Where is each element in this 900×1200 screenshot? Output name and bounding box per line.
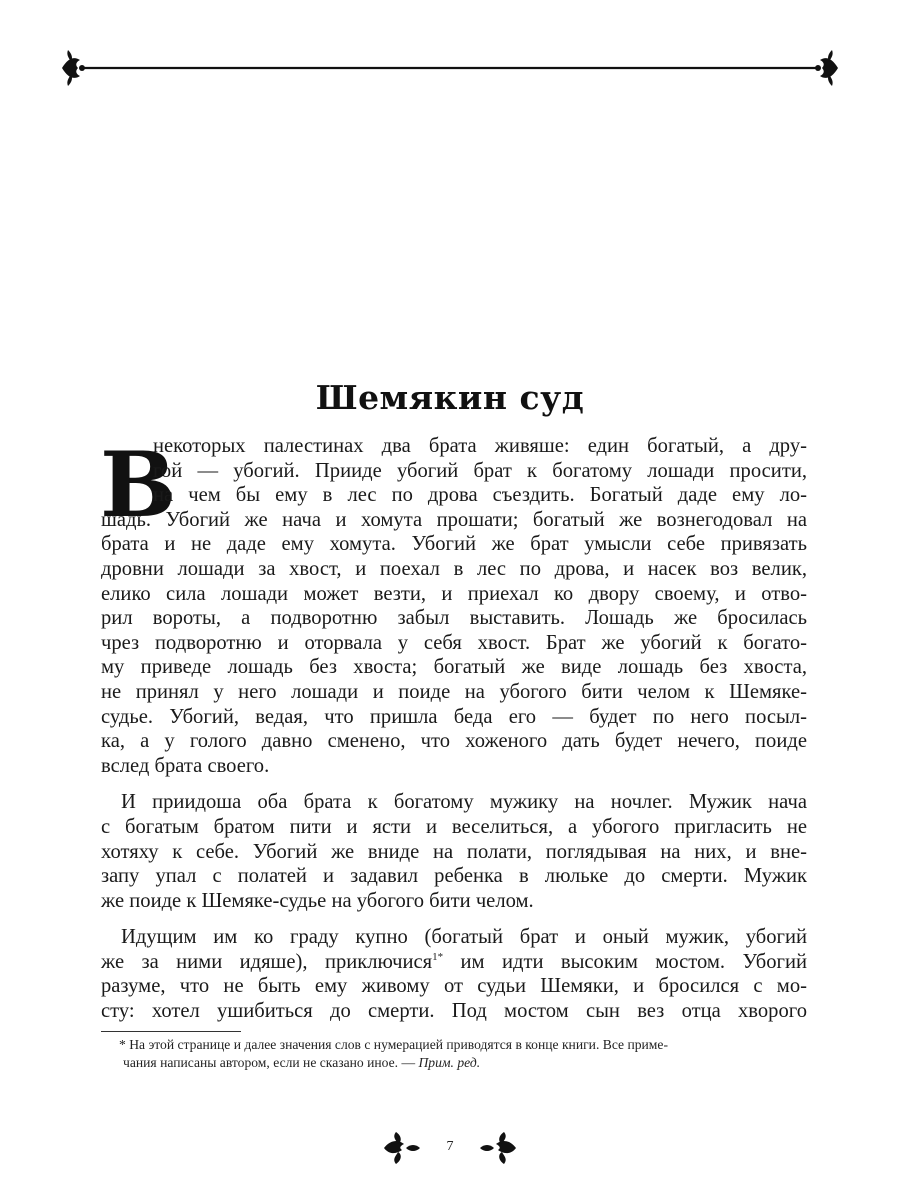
right-fleuron-icon bbox=[815, 50, 838, 86]
text-line: гой — убогий. Прииде убогий брат к богатому лошади просити, bbox=[153, 459, 807, 482]
text-segment: им идти высоким мостом. Убогий bbox=[443, 950, 807, 973]
drop-cap-letter: В bbox=[100, 432, 177, 538]
text-line: дровни лошади за хвост, и поехал в лес по дрова, и насек воз велик, bbox=[101, 557, 807, 580]
text-line: чрез подворотню и оторвала у себя хвост. Брат же убогий к богато- bbox=[101, 631, 807, 654]
text-line: И приидоша оба брата к богатому мужику на ночлег. Мужик нача bbox=[121, 791, 807, 814]
page-footer bbox=[360, 1128, 540, 1168]
text-line: рил вороты, а подворотню забыл выставить. Лошадь же бросилась bbox=[101, 607, 807, 630]
text-line: хотяху к себе. Убогий же вниде на полати, поглядывая на них, и вне- bbox=[101, 840, 807, 863]
text-line: разуме, что не быть ему живому от судьи Шемяки, и бросился с мо- bbox=[101, 975, 807, 998]
paragraph-1 bbox=[101, 434, 807, 778]
page-number: 7 bbox=[446, 1139, 454, 1154]
text-line: судье. Убогий, ведая, что пришла беда его — будет по него посыл- bbox=[101, 705, 807, 728]
editor-note: Прим. ред. bbox=[418, 1055, 481, 1070]
text-line: елико сила лошади может везти, и приехал ко двору своему, и отво- bbox=[101, 582, 807, 605]
footnote-line bbox=[101, 1054, 807, 1072]
text-line: Идущим им ко граду купно (богатый брат и оный мужик, убогий bbox=[121, 926, 807, 949]
text-line: му приведе лошадь без хвоста; богатый же виде лошадь без хвоста, bbox=[101, 656, 807, 679]
footnote bbox=[101, 1036, 807, 1072]
text-line: брата и не даде ему хомута. Убогий же брат умысли себе привязать bbox=[101, 533, 807, 556]
text-line: некоторых палестинах два брата живяше: един богатый, а дру- bbox=[153, 435, 807, 457]
footnote-separator bbox=[101, 1031, 241, 1032]
footnote-text: чания написаны автором, если не сказано иное. — bbox=[123, 1055, 419, 1070]
text-line: запу упал с полатей и задавил ребенка в люльке до смерти. Мужик bbox=[101, 865, 807, 888]
footnote-ref-sup: 1* bbox=[432, 951, 444, 964]
paragraph-3 bbox=[101, 925, 807, 1023]
text-line: шадь. Убогий же нача и хомута прошати; богатый же вознегодовал на bbox=[101, 508, 807, 531]
text-line: на чем бы ему в лес по дрова съездить. Богатый даде ему ло- bbox=[153, 484, 807, 507]
text-line: с богатым братом пити и ясти и веселиться, а убогого пригласить не bbox=[101, 815, 807, 838]
paragraph-2 bbox=[101, 790, 807, 913]
text-line: не принял у него лошади и поиде на убогого бити челом к Шемяке- bbox=[101, 680, 807, 703]
text-segment: же за ними идяше), приключися bbox=[101, 950, 433, 973]
text-line: же поиде к Шемяке-судье на убогого бити челом. bbox=[101, 889, 534, 912]
body-text bbox=[101, 434, 807, 1024]
chapter-title: Шемякин суд bbox=[315, 378, 585, 417]
footnote-line: * На этой странице и далее значения слов с нумерацией приводятся в конце книги. Все приме- bbox=[119, 1037, 668, 1052]
left-fleuron-icon bbox=[62, 50, 85, 86]
text-line: сту: хотел ушибиться до смерти. Под мостом сын вез отца хворого bbox=[101, 1000, 807, 1023]
text-line: вслед брата своего. bbox=[101, 754, 270, 777]
top-ornament-rule bbox=[60, 46, 840, 90]
text-line: ка, а у голого давно сменено, что хоженого дать будет нечего, поиде bbox=[101, 730, 807, 753]
text-line bbox=[101, 950, 807, 975]
